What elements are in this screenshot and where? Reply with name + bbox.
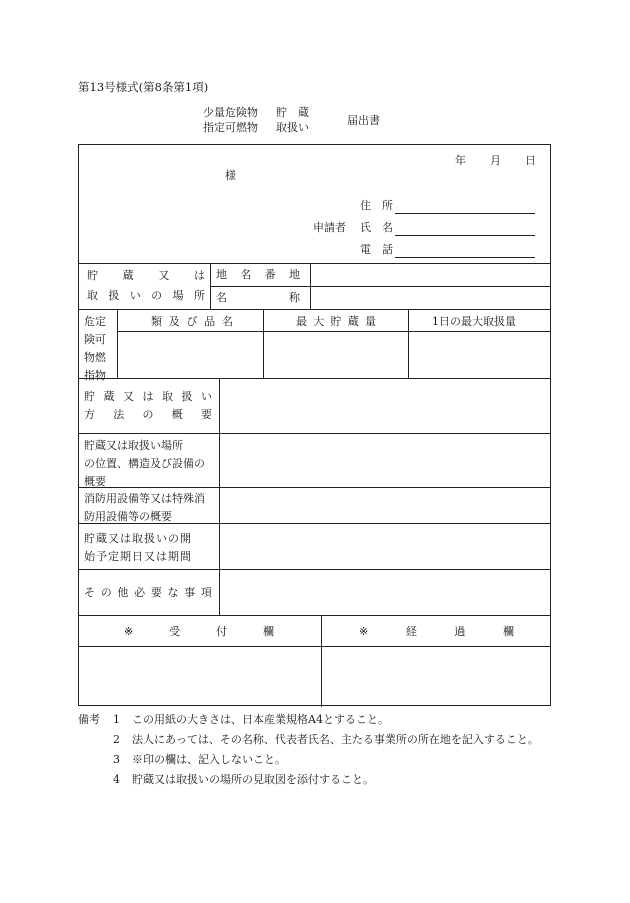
name-field[interactable] — [395, 235, 535, 236]
facility-name-label: 名 称 — [216, 291, 300, 304]
col-kind-header: 類 及 び 品 名 — [151, 315, 233, 328]
date-month-label: 月 — [490, 154, 501, 167]
title-action — [276, 106, 309, 136]
col-max-storage-header: 最 大 貯 蔵 量 — [296, 315, 376, 328]
location-label-line1: 貯 蔵 又 は — [87, 269, 205, 282]
phone-field[interactable] — [395, 257, 535, 258]
facility-overview-label: 貯蔵又は取扱い場所 の位置、構造及び設備の 概要 — [84, 439, 205, 488]
applicant-label: 申請者 — [313, 221, 346, 234]
title-subject-line: 少量危険物 — [203, 106, 258, 119]
form-table — [78, 144, 551, 706]
date-day-label: 日 — [525, 154, 536, 167]
other-label: そ の 他 必 要 な 事 項 — [84, 586, 212, 599]
lot-label: 地 名 番 地 — [216, 268, 300, 281]
firefighting-label: 消防用設備等又は特殊消 防用設備等の概要 — [84, 492, 205, 523]
note-item: この用紙の大きさは、日本産業規格A4とすること。 — [132, 713, 389, 726]
progress-header: ※ 経 過 欄 — [359, 625, 514, 638]
location-label-line2: 取 扱 い の 場 所 — [87, 289, 205, 302]
col-daily-max-header: 1日の最大取扱量 — [432, 315, 516, 328]
date-year-label: 年 — [455, 154, 466, 167]
title-suffix: 届出書 — [347, 114, 380, 127]
address-field[interactable] — [395, 213, 535, 214]
address-label: 住 所 — [360, 199, 393, 212]
reception-header: ※ 受 付 欄 — [124, 625, 274, 638]
title-action-line: 取扱い — [276, 121, 309, 134]
addressee-suffix: 様 — [225, 169, 236, 182]
note-item: ※印の欄は、記入しないこと。 — [132, 753, 286, 766]
form-number: 第13号様式(第8条第1項) — [78, 80, 209, 94]
method-label-line2: 方 法 の 概 要 — [84, 408, 212, 421]
method-label-line1: 貯 蔵 又 は 取 扱 い — [84, 390, 212, 403]
notes-label: 備考 — [78, 713, 100, 726]
title-subject — [203, 106, 258, 136]
note-item: 法人にあっては、その名称、代表者氏名、主たる事業所の所在地を記入すること。 — [132, 733, 539, 746]
materials-side-label: 危定 険可 物燃 指物 — [84, 315, 106, 382]
name-label: 氏 名 — [360, 221, 393, 234]
phone-label: 電 話 — [360, 243, 393, 256]
schedule-label: 貯蔵又は取扱いの開 始予定期日又は期間 — [84, 532, 192, 563]
note-item: 貯蔵又は取扱いの場所の見取図を添付すること。 — [132, 773, 374, 786]
title-subject-line: 指定可燃物 — [203, 121, 258, 134]
title-action-line: 貯 蔵 — [276, 106, 309, 119]
